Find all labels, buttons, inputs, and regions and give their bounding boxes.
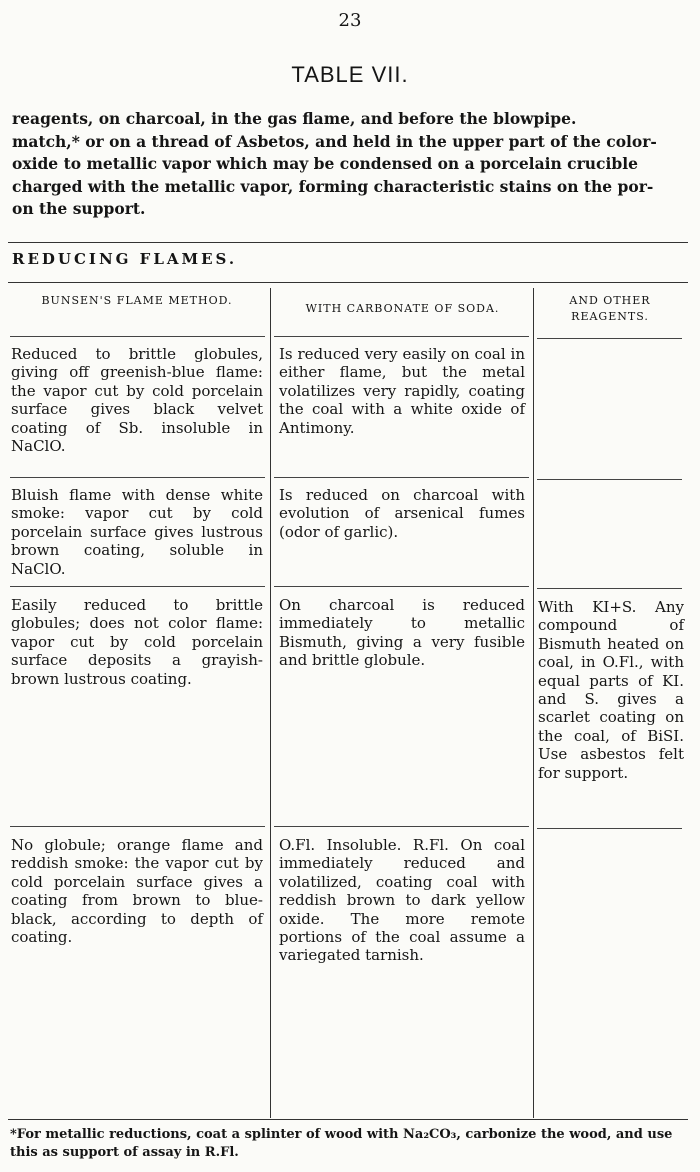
row-rule <box>537 828 682 829</box>
footnote-rule <box>8 1119 688 1120</box>
cell-text: With KI+S. Any compound of Bismuth heated on coal, in O.Fl., with equal parts of KI. and S. gives a scarlet coating on the coal, of BiSI. Use asbestos felt for support. <box>538 598 684 782</box>
section-rule-top <box>8 242 688 243</box>
row-rule <box>274 826 529 827</box>
column-divider <box>270 288 271 1118</box>
row-3-bunsen <box>11 596 263 688</box>
row-rule <box>10 586 265 587</box>
section-title: REDUCING FLAMES. <box>12 250 238 268</box>
intro-line: charged with the metallic vapor, forming characteristic stains on the por- <box>12 176 654 196</box>
row-1-bunsen <box>11 345 263 455</box>
row-rule <box>274 586 529 587</box>
cell-text: Is reduced on charcoal with evolution of arsenical fumes (odor of garlic). <box>279 486 525 541</box>
header-rule <box>10 336 265 337</box>
row-rule <box>537 479 682 480</box>
cell-text: Reduced to brittle globules, giving off greenish-blue flame: the vapor cut by cold porcelain surface gives black velvet coating of Sb. insoluble in NaClO. <box>11 345 263 456</box>
cell-text: No globule; orange flame and reddish smoke: the vapor cut by cold porcelain surface gives a coating from brown to blue-black, according to depth of coating. <box>11 836 263 947</box>
column-header-soda: WITH CARBONATE OF SODA. <box>305 302 500 315</box>
page-number: 23 <box>338 10 362 31</box>
intro-line: on the support. <box>12 199 146 218</box>
cell-text: Is reduced very easily on coal in either flame, but the metal volatilizes very rapidly, coating the coal with a white oxide of Antimony. <box>279 345 525 437</box>
cell-text: Easily reduced to brittle globules; does not color flame: vapor cut by cold porcelain surface deposits a grayish-brown lustrous coating. <box>11 596 263 688</box>
row-2-soda <box>279 486 525 541</box>
row-rule <box>537 588 682 589</box>
row-rule <box>274 477 529 478</box>
row-rule <box>10 826 265 827</box>
cell-text: On charcoal is reduced immediately to metallic Bismuth, giving a very fusible and brittle globule. <box>279 596 525 670</box>
row-3-other <box>538 598 684 782</box>
cell-text: O.Fl. Insoluble. R.Fl. On coal immediately reduced and volatilized, coating coal with reddish brown to dark yellow oxide. The more remote portions of the coal assume a variegated tarnish. <box>279 836 525 965</box>
column-divider <box>533 288 534 1118</box>
intro-line: match,* or on a thread of Asbetos, and held in the upper part of the color- <box>12 131 657 151</box>
column-header-other: AND OTHER REAGENTS. <box>569 294 651 323</box>
cell-text: Bluish flame with dense white smoke: vapor cut by cold porcelain surface gives lustrous brown coating, soluble in NaClO. <box>11 486 263 578</box>
intro-paragraph <box>12 108 688 221</box>
header-rule <box>537 338 682 339</box>
row-4-bunsen <box>11 836 263 946</box>
table-rule-top <box>8 282 688 283</box>
intro-line: reagents, on charcoal, in the gas flame, and before the blowpipe. <box>12 109 577 128</box>
header-rule <box>274 336 529 337</box>
row-rule <box>10 477 265 478</box>
row-4-soda <box>279 836 525 965</box>
intro-line: oxide to metallic vapor which may be condensed on a porcelain crucible <box>12 154 638 173</box>
footnote: *For metallic reductions, coat a splinter of wood with Na₂CO₃, carbonize the wood, and use this as support of assay in R.Fl. <box>10 1127 673 1160</box>
row-1-soda <box>279 345 525 437</box>
table-title: TABLE VII. <box>291 62 409 87</box>
row-2-bunsen <box>11 486 263 578</box>
column-header-bunsen: BUNSEN'S FLAME METHOD. <box>41 294 233 307</box>
row-3-soda <box>279 596 525 670</box>
